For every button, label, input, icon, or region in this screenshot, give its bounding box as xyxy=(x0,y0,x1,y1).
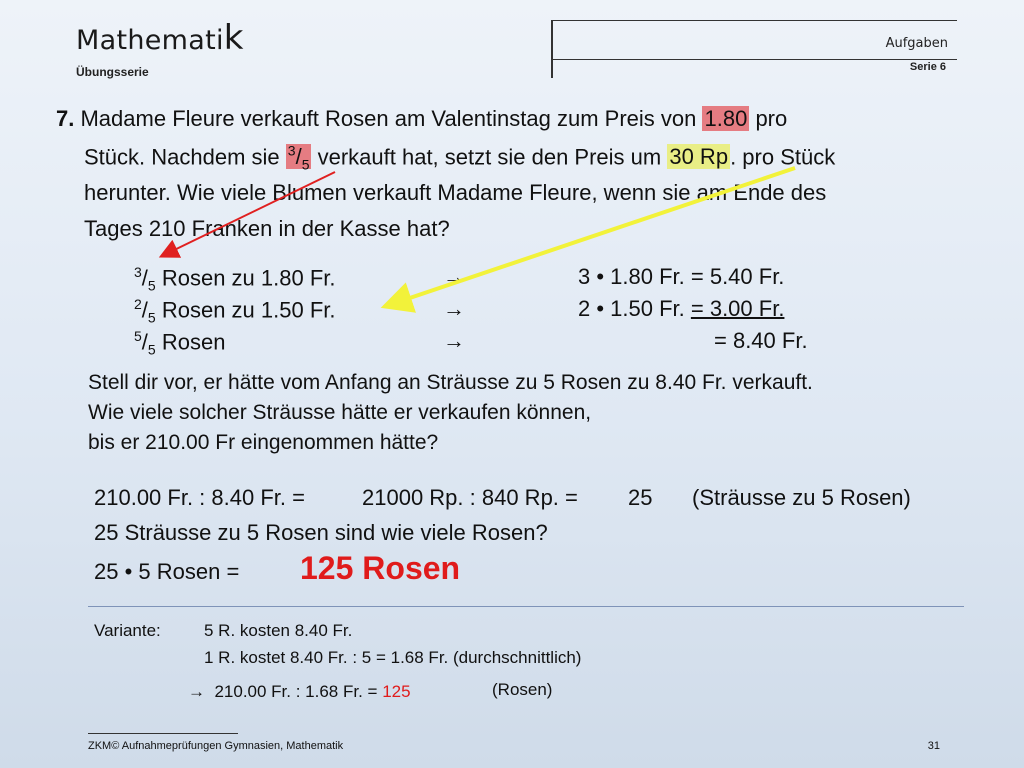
solution-step-1b: 21000 Rp. : 840 Rp. = xyxy=(362,485,578,510)
page-subtitle: Übungsserie xyxy=(76,65,149,79)
fraction-highlight: $^3/_5$ xyxy=(287,143,310,173)
variante-line-1: 5 R. kosten 8.40 Fr. xyxy=(204,621,353,640)
solution-step-3: 25 • 5 Rosen = xyxy=(94,559,240,584)
problem-line-3: herunter. Wie viele Blumen verkauft Madame Fleure, wenn sie am Ende des xyxy=(84,180,827,205)
problem-line-1: 7. Madame Fleure verkauft Rosen am Valentinstag zum Preis von 1.80 pro xyxy=(56,106,788,131)
footer-text: ZKM© Aufnahmeprüfungen Gymnasien, Mathematik xyxy=(88,740,344,752)
price-highlight: 1.80 xyxy=(704,106,748,131)
reduction-highlight: 30 Rp xyxy=(669,144,729,170)
variante-line-2: 1 R. kostet 8.40 Fr. : 5 = 1.68 Fr. (durchschnittlich) xyxy=(204,648,582,667)
arrow-icon: → xyxy=(188,682,205,701)
solution-step-1d: (Sträusse zu 5 Rosen) xyxy=(692,485,911,510)
table-row: $^3/_5$ Rosen zu 1.80 Fr. xyxy=(134,264,336,294)
solution-step-1a: 210.00 Fr. : 8.40 Fr. = xyxy=(94,485,305,510)
problem-line-4: Tages 210 Franken in der Kasse hat? xyxy=(84,216,450,241)
arrow-icon: → xyxy=(443,328,465,353)
red-arrow xyxy=(166,172,335,254)
problem-number: 7. xyxy=(56,106,75,131)
table-row: $^2/_5$ Rosen zu 1.50 Fr. xyxy=(134,296,336,326)
arrow-icon: → xyxy=(443,296,465,321)
problem-line-2: Stück. Nachdem sie $^3/_5$ verkauft hat, setzt sie den Preis um 30 Rp. pro Stück xyxy=(84,143,836,173)
arrow-icon: → xyxy=(443,264,465,289)
table-calc: = 8.40 Fr. xyxy=(714,328,808,353)
header-series-label: Serie 6 xyxy=(909,61,946,73)
header-section-label: Aufgaben xyxy=(885,36,948,51)
answer: 125 Rosen xyxy=(300,550,461,586)
variante-unit: (Rosen) xyxy=(492,680,553,699)
variante-result: 125 xyxy=(382,682,411,701)
page-number: 31 xyxy=(927,740,940,752)
question-line-3: bis er 210.00 Fr eingenommen hätte? xyxy=(88,431,439,454)
page-title: Mathematik xyxy=(76,18,244,58)
variante-label: Variante: xyxy=(94,621,161,640)
variante-line-3: → 210.00 Fr. : 1.68 Fr. = 125 xyxy=(188,682,411,701)
solution-step-2: 25 Sträusse zu 5 Rosen sind wie viele Rosen? xyxy=(94,520,548,545)
yellow-arrow xyxy=(392,168,795,304)
table-calc: 2 • 1.50 Fr. = 3.00 Fr. xyxy=(578,296,785,321)
solution-step-1c: 25 xyxy=(628,485,653,510)
question-line-1: Stell dir vor, er hätte vom Anfang an Sträusse zu 5 Rosen zu 8.40 Fr. verkauft. xyxy=(88,371,813,394)
table-calc: 3 • 1.80 Fr. = 5.40 Fr. xyxy=(578,264,785,289)
table-row: $^5/_5$ Rosen xyxy=(134,328,226,358)
question-line-2: Wie viele solcher Sträusse hätte er verkaufen können, xyxy=(88,401,592,424)
